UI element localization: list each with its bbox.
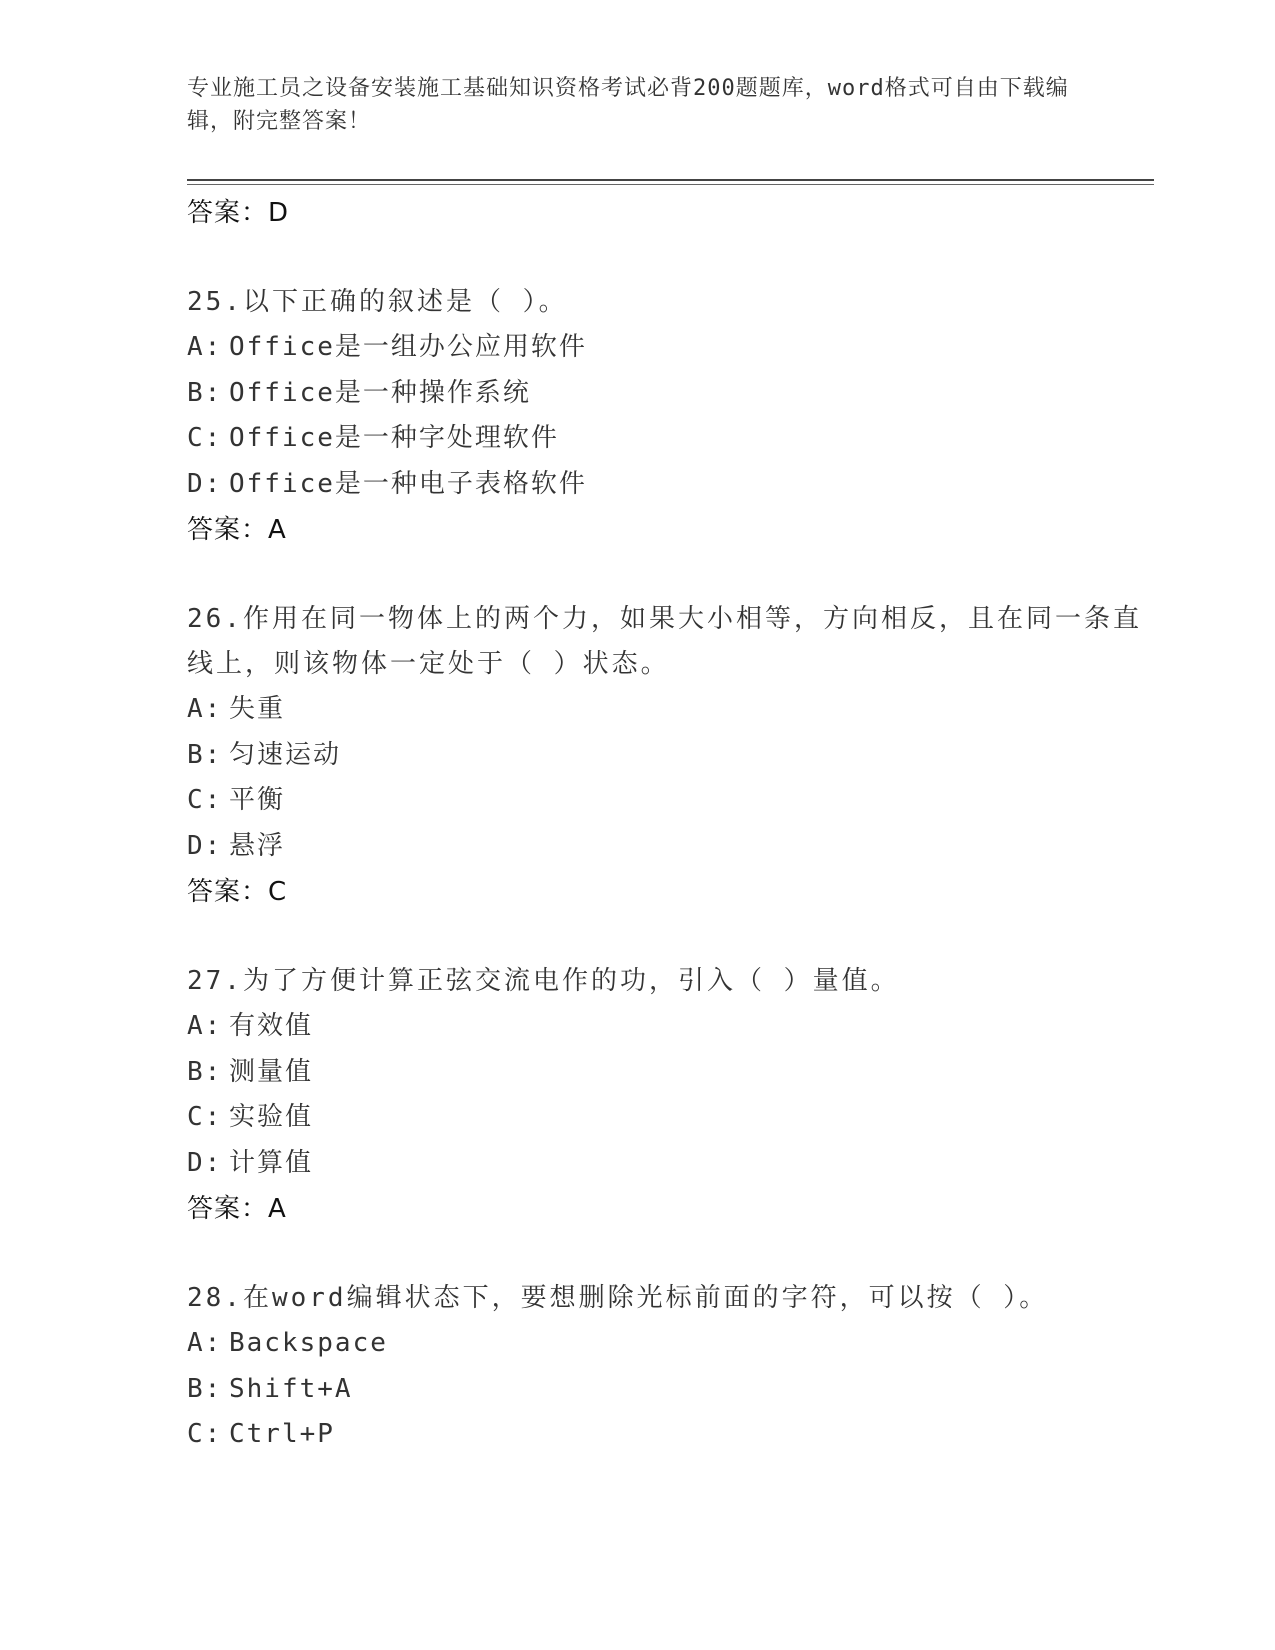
option-key: B: <box>187 739 223 770</box>
answer-line: 答案：A <box>187 1194 287 1224</box>
option-b <box>187 1050 1147 1096</box>
option-key: C: <box>187 423 223 453</box>
option-text: 悬浮 <box>229 830 286 861</box>
question-25 <box>187 280 1147 553</box>
option-b <box>187 733 1147 779</box>
option-key: D: <box>187 830 223 861</box>
option-key: C: <box>187 785 223 815</box>
option-text: 计算值 <box>229 1147 314 1178</box>
option-a <box>187 687 1147 733</box>
answer-line: 答案：D <box>187 198 290 228</box>
option-text: 平衡 <box>229 785 286 815</box>
option-key: C: <box>187 1102 223 1132</box>
question-28 <box>187 1276 1147 1458</box>
option-key: B: <box>187 1056 223 1087</box>
option-a <box>187 1004 1147 1050</box>
option-text: 匀速运动 <box>229 739 342 770</box>
option-d <box>187 1141 1147 1187</box>
option-text: Office是一组办公应用软件 <box>229 332 587 362</box>
option-key: A: <box>187 694 223 724</box>
option-c <box>187 1095 1147 1141</box>
option-d <box>187 462 1147 508</box>
option-b <box>187 371 1147 417</box>
answer-line: 答案：C <box>187 877 288 907</box>
option-d <box>187 824 1147 870</box>
option-key: A: <box>187 1328 223 1358</box>
option-a <box>187 1321 1147 1367</box>
option-c <box>187 1412 1147 1458</box>
question-stem: 25.以下正确的叙述是（ ）。 <box>187 287 568 317</box>
option-key: A: <box>187 332 223 362</box>
option-c <box>187 416 1147 462</box>
question-stem: 28.在word编辑状态下，要想删除光标前面的字符，可以按（ ）。 <box>187 1283 1049 1313</box>
question-27 <box>187 959 1147 1232</box>
document-header: 专业施工员之设备安装施工基础知识资格考试必背200题题库，word格式可自由下载编辑，附完整答案！ <box>187 76 1069 134</box>
option-key: D: <box>187 1147 223 1178</box>
question-stem: 27.为了方便计算正弦交流电作的功，引入（ ）量值。 <box>187 966 900 996</box>
option-key: B: <box>187 1373 223 1404</box>
option-text: Office是一种字处理软件 <box>229 423 559 453</box>
option-text: Ctrl+P <box>229 1419 335 1449</box>
option-text: Office是一种电子表格软件 <box>229 468 587 499</box>
question-list <box>187 190 1147 1458</box>
option-text: 有效值 <box>229 1011 314 1041</box>
option-text: Shift+A <box>229 1373 353 1404</box>
option-a <box>187 325 1147 371</box>
option-text: Office是一种操作系统 <box>229 377 531 408</box>
option-text: 测量值 <box>229 1056 314 1087</box>
header-divider-thin <box>187 184 1154 185</box>
option-key: B: <box>187 377 223 408</box>
question-stem: 26.作用在同一物体上的两个力，如果大小相等，方向相反，且在同一条直线上，则该物体一定处于（ ）状态。 <box>187 604 1142 679</box>
option-text: 失重 <box>229 694 286 724</box>
header-divider-thick <box>187 179 1154 181</box>
option-b <box>187 1367 1147 1413</box>
option-text: Backspace <box>229 1328 388 1358</box>
option-key: C: <box>187 1419 223 1449</box>
option-c <box>187 778 1147 824</box>
option-text: 实验值 <box>229 1102 314 1132</box>
question-26 <box>187 597 1147 915</box>
answer-line: 答案：A <box>187 515 287 545</box>
option-key: A: <box>187 1011 223 1041</box>
option-key: D: <box>187 468 223 499</box>
